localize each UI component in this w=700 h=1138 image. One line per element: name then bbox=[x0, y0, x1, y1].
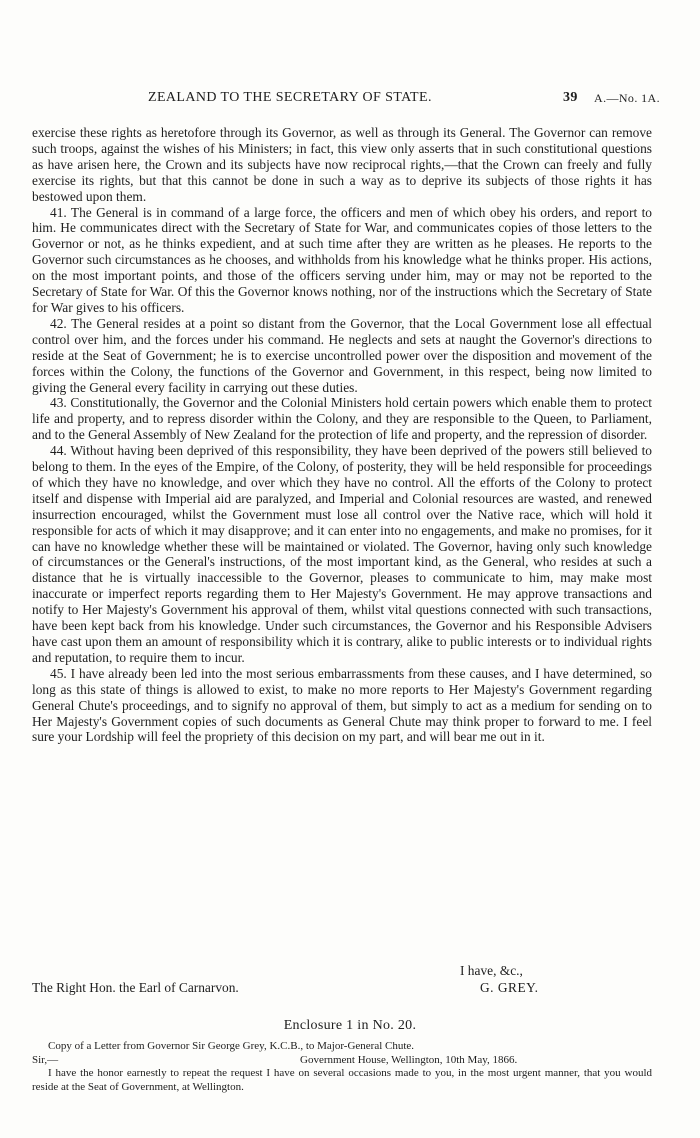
document-reference: A.—No. 1A. bbox=[594, 91, 660, 105]
paragraph-45: 45. I have already been led into the most serious embarrassments from these causes, and I have determined, so long as this state of things is allowed to exist, to make no more reports to Her Majesty's Government regarding General Chute's proceedings, and to signify no approval of them, but simply to act as a medium for sending on to Her Majesty's Government copies of such documents as General Chute may think proper to forward to me. I feel sure your Lordship will feel the propriety of this decision on my part, and will bear me out in it. bbox=[32, 665, 652, 745]
letter-caption: Copy of a Letter from Governor Sir George Grey, K.C.B., to Major-General Chute. bbox=[48, 1040, 415, 1052]
running-header bbox=[0, 90, 700, 110]
paragraph-42: 42. The General resides at a point so distant from the Governor, that the Local Government lose all effectual control over him, and the forces under his command. He neglects and sets at naught the Governor's directions to reside at the Seat of Government; he is to exercise uncontrolled power over the disposition and movement of the forces within the Colony, the functions of the Governor and Government, in this respect, being now limited to giving the General every facility in carrying out these duties. bbox=[32, 315, 652, 395]
enclosure-heading: Enclosure 1 in No. 20. bbox=[283, 1018, 417, 1033]
paragraph-44: 44. Without having been deprived of this responsibility, they have been deprived of the powers still believed to belong to them. In the eyes of the Empire, of the Colony, of posterity, they will be held responsible for proceedings of which they have no knowledge, and over which they have no control. All the efforts of the Colony to protect itself and dispense with Imperial aid are paralyzed, and Imperial and Colonial resources are wasted, and renewed insurrection encouraged, whilst the Government must lose all control over the Native race, which will hold it responsible for acts of which it may disapprove; and it can enter into no engagements, and make no promises, for it can have no knowledge whether these will be maintained or violated. The Governor, having only such knowledge of circumstances or the General's instructions, of the most important kind, as the General, who resides at such a distance that he is virtually inaccessible to the Governor, pleases to communicate to him, may make most inaccurate or imperfect reports regarding them to Her Majesty's Government. He may approve transactions and notify to Her Majesty's Government his approval of them, whilst vital questions connected with such transactions, have been kept back from his knowledge. Under such circumstances, the Governor and his Responsible Advisers have cast upon them an amount of responsibility which it is contrary, alike to public interests or to individual rights and reputation, to require them to incur. bbox=[32, 443, 652, 665]
letter-salutation: Sir,— bbox=[32, 1054, 59, 1066]
signature: G. GREY. bbox=[480, 980, 539, 995]
letter-paragraph: I have the honor earnestly to repeat the request I have on several occasions made to you, in the most urgent manner, that you would reside at the Seat of Government, at Wellington. bbox=[32, 1067, 652, 1093]
paragraph-continuation: exercise these rights as heretofore through its Governor, as well as through its General. The Governor can remove such troops, against the wishes of his Ministers; in fact, this view only asserts that in such constitutional questions as have arisen here, the Crown and its subjects have now reciprocal rights,—that the Crown can freely and fully exercise its rights, but that this cannot be done in such a way as to deprive its subjects of those rights it has bestowed upon them. bbox=[32, 125, 652, 204]
paragraph-41: 41. The General is in command of a large force, the officers and men of which obey his orders, and report to him. He communicates direct with the Secretary of State for War, and communicates copies of those letters to the Governor or not, as he thinks expedient, and at such time after they are written as he pleases. He reports to the Governor such circumstances as he chooses, and withholds from his knowledge what he thinks proper. His actions, on the most important points, and those of the officers serving under him, may or may not be reported to the Secretary of State for War. Of this the Governor knows nothing, nor of the instructions which the Secretary of State for War gives to his officers. bbox=[32, 204, 652, 315]
letter-address: Government House, Wellington, 10th May, 1866. bbox=[300, 1054, 518, 1066]
paragraph-43: 43. Constitutionally, the Governor and the Colonial Ministers hold certain powers which enable them to protect life and property, and to repress disorder within the Colony, and they are responsible to the Queen, to Parliament, and to the General Assembly of New Zealand for the protection of life and property, and the repression of disorder. bbox=[32, 395, 652, 443]
page-number: 39 bbox=[563, 90, 578, 105]
main-text bbox=[32, 125, 652, 745]
letter-body bbox=[32, 1067, 652, 1094]
addressee: The Right Hon. the Earl of Carnarvon. bbox=[32, 980, 239, 995]
header-title: ZEALAND TO THE SECRETARY OF STATE. bbox=[148, 90, 432, 105]
closing-formula: I have, &c., bbox=[460, 963, 523, 978]
